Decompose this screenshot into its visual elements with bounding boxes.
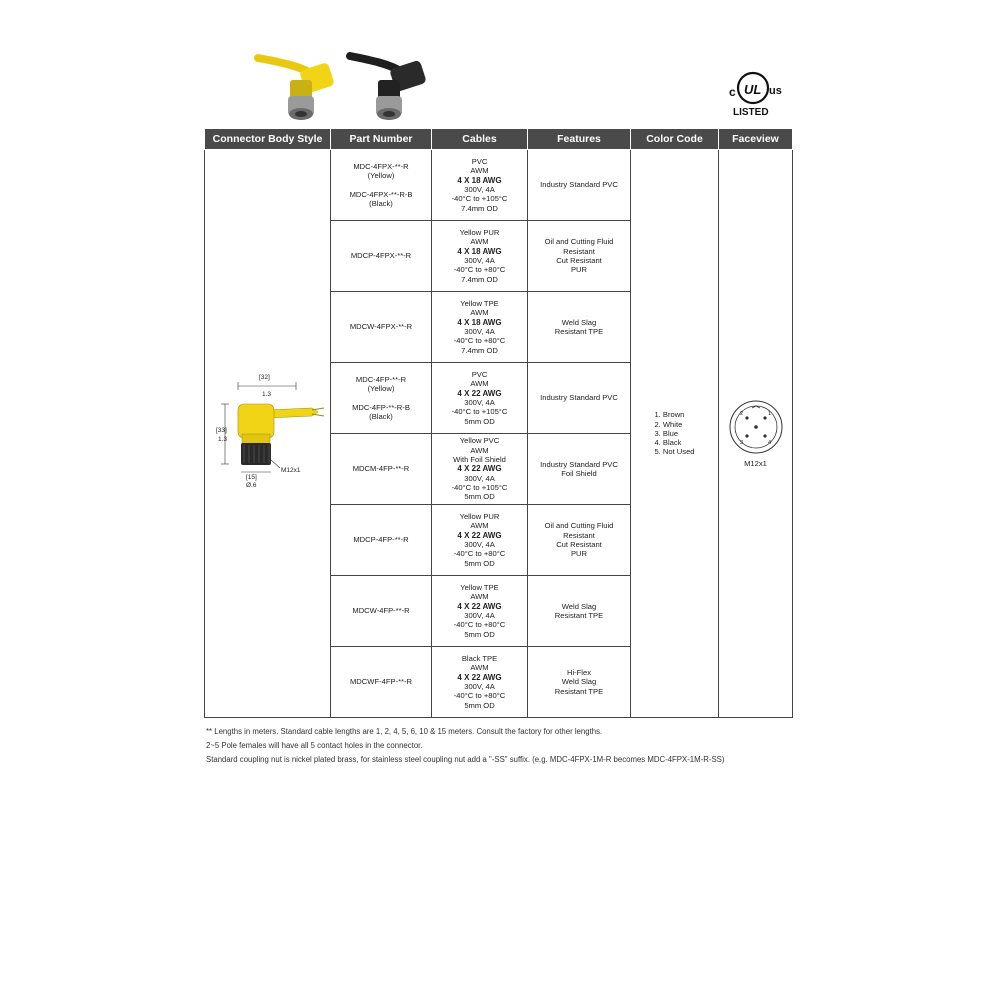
feature-lines — [530, 180, 628, 189]
color-code-item: 4. Black — [654, 438, 682, 448]
feature-line: Resistant TPE — [554, 327, 604, 336]
cable-spec-line: -40°C to +80°C — [453, 265, 506, 275]
connector-body-style-cell — [205, 150, 331, 718]
cable-spec-line: Yellow PUR — [459, 512, 500, 522]
cable-photos — [250, 52, 440, 124]
feature-line: Weld Slag — [561, 677, 597, 687]
cable-lines — [434, 583, 525, 639]
ul-listed-text: LISTED — [733, 107, 769, 118]
feature-lines — [530, 393, 628, 402]
cable-spec-line: 4 X 18 AWG — [457, 246, 502, 256]
cable-spec-line: 5mm OD — [464, 700, 495, 710]
feature-lines — [530, 521, 628, 558]
feature-line: Resistant TPE — [554, 611, 604, 620]
color-code-item: 5. Not Used — [654, 447, 695, 457]
color-code-list — [654, 410, 694, 456]
cable-spec-line: 4 X 18 AWG — [457, 317, 502, 327]
features-cell — [528, 221, 631, 292]
cable-spec-line: Yellow PVC — [459, 436, 500, 446]
cable-spec-line: 5mm OD — [464, 558, 495, 568]
dim-side-in: 1.3 — [217, 436, 227, 444]
cable-spec-line: 4 X 22 AWG — [457, 530, 502, 540]
features-cell — [528, 434, 631, 505]
cable-spec-line: 4 X 22 AWG — [457, 388, 502, 398]
features-cell — [528, 576, 631, 647]
part-number-line: MDCP-4FPX-**-R — [350, 251, 412, 261]
part-number-cell — [331, 363, 432, 434]
color-code-item: 2. White — [654, 419, 683, 429]
pin-label: 2 — [739, 410, 743, 417]
cable-spec-line: 4 X 22 AWG — [457, 672, 502, 682]
dim-bottom-mm: [15] — [245, 474, 257, 482]
features-cell — [528, 505, 631, 576]
ul-c-text: c — [729, 85, 736, 99]
cable-spec-line: Yellow TPE — [460, 299, 499, 309]
part-lines — [333, 464, 429, 473]
cable-spec-line: PVC — [471, 157, 488, 167]
features-cell — [528, 647, 631, 718]
pin-center — [754, 425, 758, 429]
part-number-line: MDCM-4FP-**-R — [352, 464, 410, 474]
cable-spec-line: AWM — [470, 379, 489, 389]
cable-spec-line: -40°C to +80°C — [453, 620, 506, 630]
cables-cell — [432, 363, 528, 434]
cable-lines — [434, 228, 525, 284]
cables-cell — [432, 150, 528, 221]
cable-spec-line: -40°C to +80°C — [453, 549, 506, 559]
faceview-cell — [719, 150, 793, 718]
part-number-line: MDCW-4FPX-**-R — [349, 322, 413, 332]
cable-spec-line: -40°C to +105°C — [451, 482, 508, 492]
footnote-coupling-nut: Standard coupling nut is nickel plated brass, for stainless steel coupling nut add a "-SS" suffix. (e.g. MDC-4FPX-1M-R becomes MDC-4FPX-1M-R-SS) — [206, 755, 725, 764]
cable-spec-line: Yellow TPE — [460, 583, 499, 593]
color-code-item: 1. Brown — [654, 410, 685, 420]
header-connector-body-style: Connector Body Style — [205, 129, 331, 150]
cable-spec-line: 4 X 22 AWG — [457, 464, 502, 474]
connector-dimension-drawing — [208, 372, 328, 492]
thread-label: M12x1 — [280, 467, 301, 475]
cables-cell — [432, 434, 528, 505]
part-lines — [333, 375, 429, 421]
cable-spec-line: AWM — [470, 521, 489, 531]
part-number-cell — [331, 221, 432, 292]
part-number-line — [333, 181, 429, 190]
cable-spec-line: AWM — [470, 663, 489, 673]
cable-lines — [434, 370, 525, 426]
part-number-line: (Yellow) — [367, 171, 395, 181]
cable-spec-line: AWM — [470, 592, 489, 602]
cable-spec-line: 300V, 4A — [464, 473, 495, 483]
part-number-line: (Black) — [369, 411, 393, 421]
cables-cell — [432, 292, 528, 363]
part-number-cell — [331, 434, 432, 505]
cable-spec-line: 300V, 4A — [464, 185, 495, 194]
cable-lines — [434, 157, 525, 213]
part-number-cell — [331, 647, 432, 718]
black-connector-photo — [350, 56, 427, 120]
cable-spec-line: 7.4mm OD — [461, 274, 498, 284]
part-number-line: (Black) — [369, 198, 393, 208]
spec-table — [204, 128, 793, 718]
feature-line: Industry Standard PVC — [540, 393, 618, 403]
cable-lines — [434, 512, 525, 568]
cable-spec-line: -40°C to +80°C — [453, 691, 506, 701]
dim-bottom-in: Ø.6 — [245, 482, 256, 490]
cable-spec-line: 300V, 4A — [464, 327, 495, 336]
cable-spec-line: 5mm OD — [464, 416, 495, 426]
features-cell — [528, 363, 631, 434]
feature-lines — [530, 460, 628, 479]
feature-line: Industry Standard PVC — [540, 180, 618, 190]
part-number-line: MDCW-4FP-**-R — [352, 606, 410, 616]
cable-spec-line: Yellow PUR — [459, 228, 500, 238]
cable-spec-line: 4 X 22 AWG — [457, 601, 502, 611]
dim-side-mm: [33] — [215, 427, 227, 435]
feature-line: Weld Slag — [561, 317, 597, 327]
cable-lines — [434, 654, 525, 710]
ul-us-text: us — [769, 85, 782, 97]
part-number-line: MDCP-4FP-**-R — [353, 535, 409, 545]
cable-spec-line: -40°C to +105°C — [451, 194, 508, 204]
cables-cell — [432, 505, 528, 576]
part-number-line — [333, 394, 429, 403]
feature-line: PUR — [570, 265, 588, 275]
ul-ul-text: UL — [744, 82, 762, 97]
header-features: Features — [528, 129, 631, 150]
header-part-number: Part Number — [331, 129, 432, 150]
cable-lines — [434, 299, 525, 355]
pin-label: 3 — [739, 439, 743, 446]
feature-lines — [530, 318, 628, 337]
color-code-cell — [631, 150, 719, 718]
dim-top-in: 1.3 — [261, 391, 271, 399]
features-cell — [528, 150, 631, 221]
feature-line: Resistant — [563, 246, 595, 256]
features-cell — [528, 292, 631, 363]
part-lines — [333, 606, 429, 615]
cable-spec-line: 300V, 4A — [464, 256, 495, 265]
feature-line: Cut Resistant — [556, 540, 602, 549]
part-lines — [333, 251, 429, 260]
feature-lines — [530, 237, 628, 274]
footnotes — [206, 725, 806, 767]
part-number-line: (Yellow) — [367, 384, 395, 394]
cable-spec-line: 5mm OD — [464, 629, 495, 639]
footnote-lengths: ** Lengths in meters. Standard cable lengths are 1, 2, 4, 5, 6, 10 & 15 meters. Consult the factory for other lengths. — [206, 727, 603, 736]
cable-spec-line: 300V, 4A — [464, 611, 495, 620]
faceview-wrap — [721, 399, 790, 468]
color-code-item: 3. Blue — [654, 428, 679, 438]
part-lines — [333, 535, 429, 544]
part-lines — [333, 322, 429, 331]
cables-cell — [432, 647, 528, 718]
cable-spec-line: AWM — [470, 445, 489, 455]
pin-label: 4 — [767, 439, 771, 446]
table-header-row — [205, 129, 793, 150]
cables-cell — [432, 221, 528, 292]
part-number-cell — [331, 292, 432, 363]
cable-spec-line: -40°C to +105°C — [451, 407, 508, 417]
feature-lines — [530, 668, 628, 696]
header-faceview: Faceview — [719, 129, 793, 150]
cable-lines — [434, 436, 525, 501]
part-number-line: MDCWF-4FP-**-R — [349, 677, 412, 687]
faceview-label: M12x1 — [744, 458, 767, 468]
part-number-line: MDC-4FPX-**-R-B — [349, 189, 413, 199]
cable-spec-line: 4 X 18 AWG — [457, 175, 502, 185]
part-number-line: MDC-4FP-**-R-B — [352, 402, 410, 412]
cable-spec-line: 7.4mm OD — [461, 203, 498, 213]
cable-spec-line: 7.4mm OD — [461, 345, 498, 355]
table-row — [205, 150, 793, 221]
part-number-line: MDC-4FP-**-R — [355, 374, 407, 384]
header-color-code: Color Code — [631, 129, 719, 150]
feature-line: Resistant TPE — [554, 686, 604, 696]
cable-spec-line: AWM — [470, 237, 489, 247]
feature-line: PUR — [570, 549, 588, 559]
cable-spec-line: 300V, 4A — [464, 540, 495, 549]
feature-lines — [530, 602, 628, 621]
cable-spec-line: 300V, 4A — [464, 682, 495, 691]
cable-spec-line: AWM — [470, 308, 489, 318]
part-lines — [333, 677, 429, 686]
part-number-cell — [331, 505, 432, 576]
cable-spec-line: 300V, 4A — [464, 398, 495, 407]
feature-line: Foil Shield — [561, 469, 597, 478]
feature-line: Weld Slag — [561, 601, 597, 611]
feature-line: Cut Resistant — [556, 256, 602, 265]
dim-top-mm: [32] — [258, 374, 270, 382]
feature-line: Resistant — [563, 530, 595, 540]
yellow-connector-photo — [258, 58, 335, 120]
cable-spec-line: PVC — [471, 370, 488, 380]
ul-listed-logo — [720, 66, 786, 120]
footnote-contact-holes: 2~5 Pole females will have all 5 contact holes in the connector. — [206, 741, 423, 750]
feature-line: Oil and Cutting Fluid — [544, 237, 614, 247]
feature-line: Oil and Cutting Fluid — [544, 521, 614, 531]
feature-line: Hi-Flex — [566, 668, 592, 678]
cable-spec-line: Black TPE — [461, 654, 498, 664]
pin-label: 1 — [767, 410, 771, 417]
part-number-line: MDC-4FPX-**-R — [353, 161, 409, 171]
part-lines — [333, 162, 429, 208]
part-number-cell — [331, 150, 432, 221]
part-number-cell — [331, 576, 432, 647]
cable-spec-line: AWM — [470, 166, 489, 176]
feature-line: Industry Standard PVC — [540, 459, 618, 469]
cable-spec-line: With Foil Shield — [453, 455, 506, 465]
cable-spec-line: -40°C to +80°C — [453, 336, 506, 346]
header-cables: Cables — [432, 129, 528, 150]
faceview-diagram — [728, 399, 784, 455]
cable-spec-line: 5mm OD — [464, 492, 495, 502]
cables-cell — [432, 576, 528, 647]
